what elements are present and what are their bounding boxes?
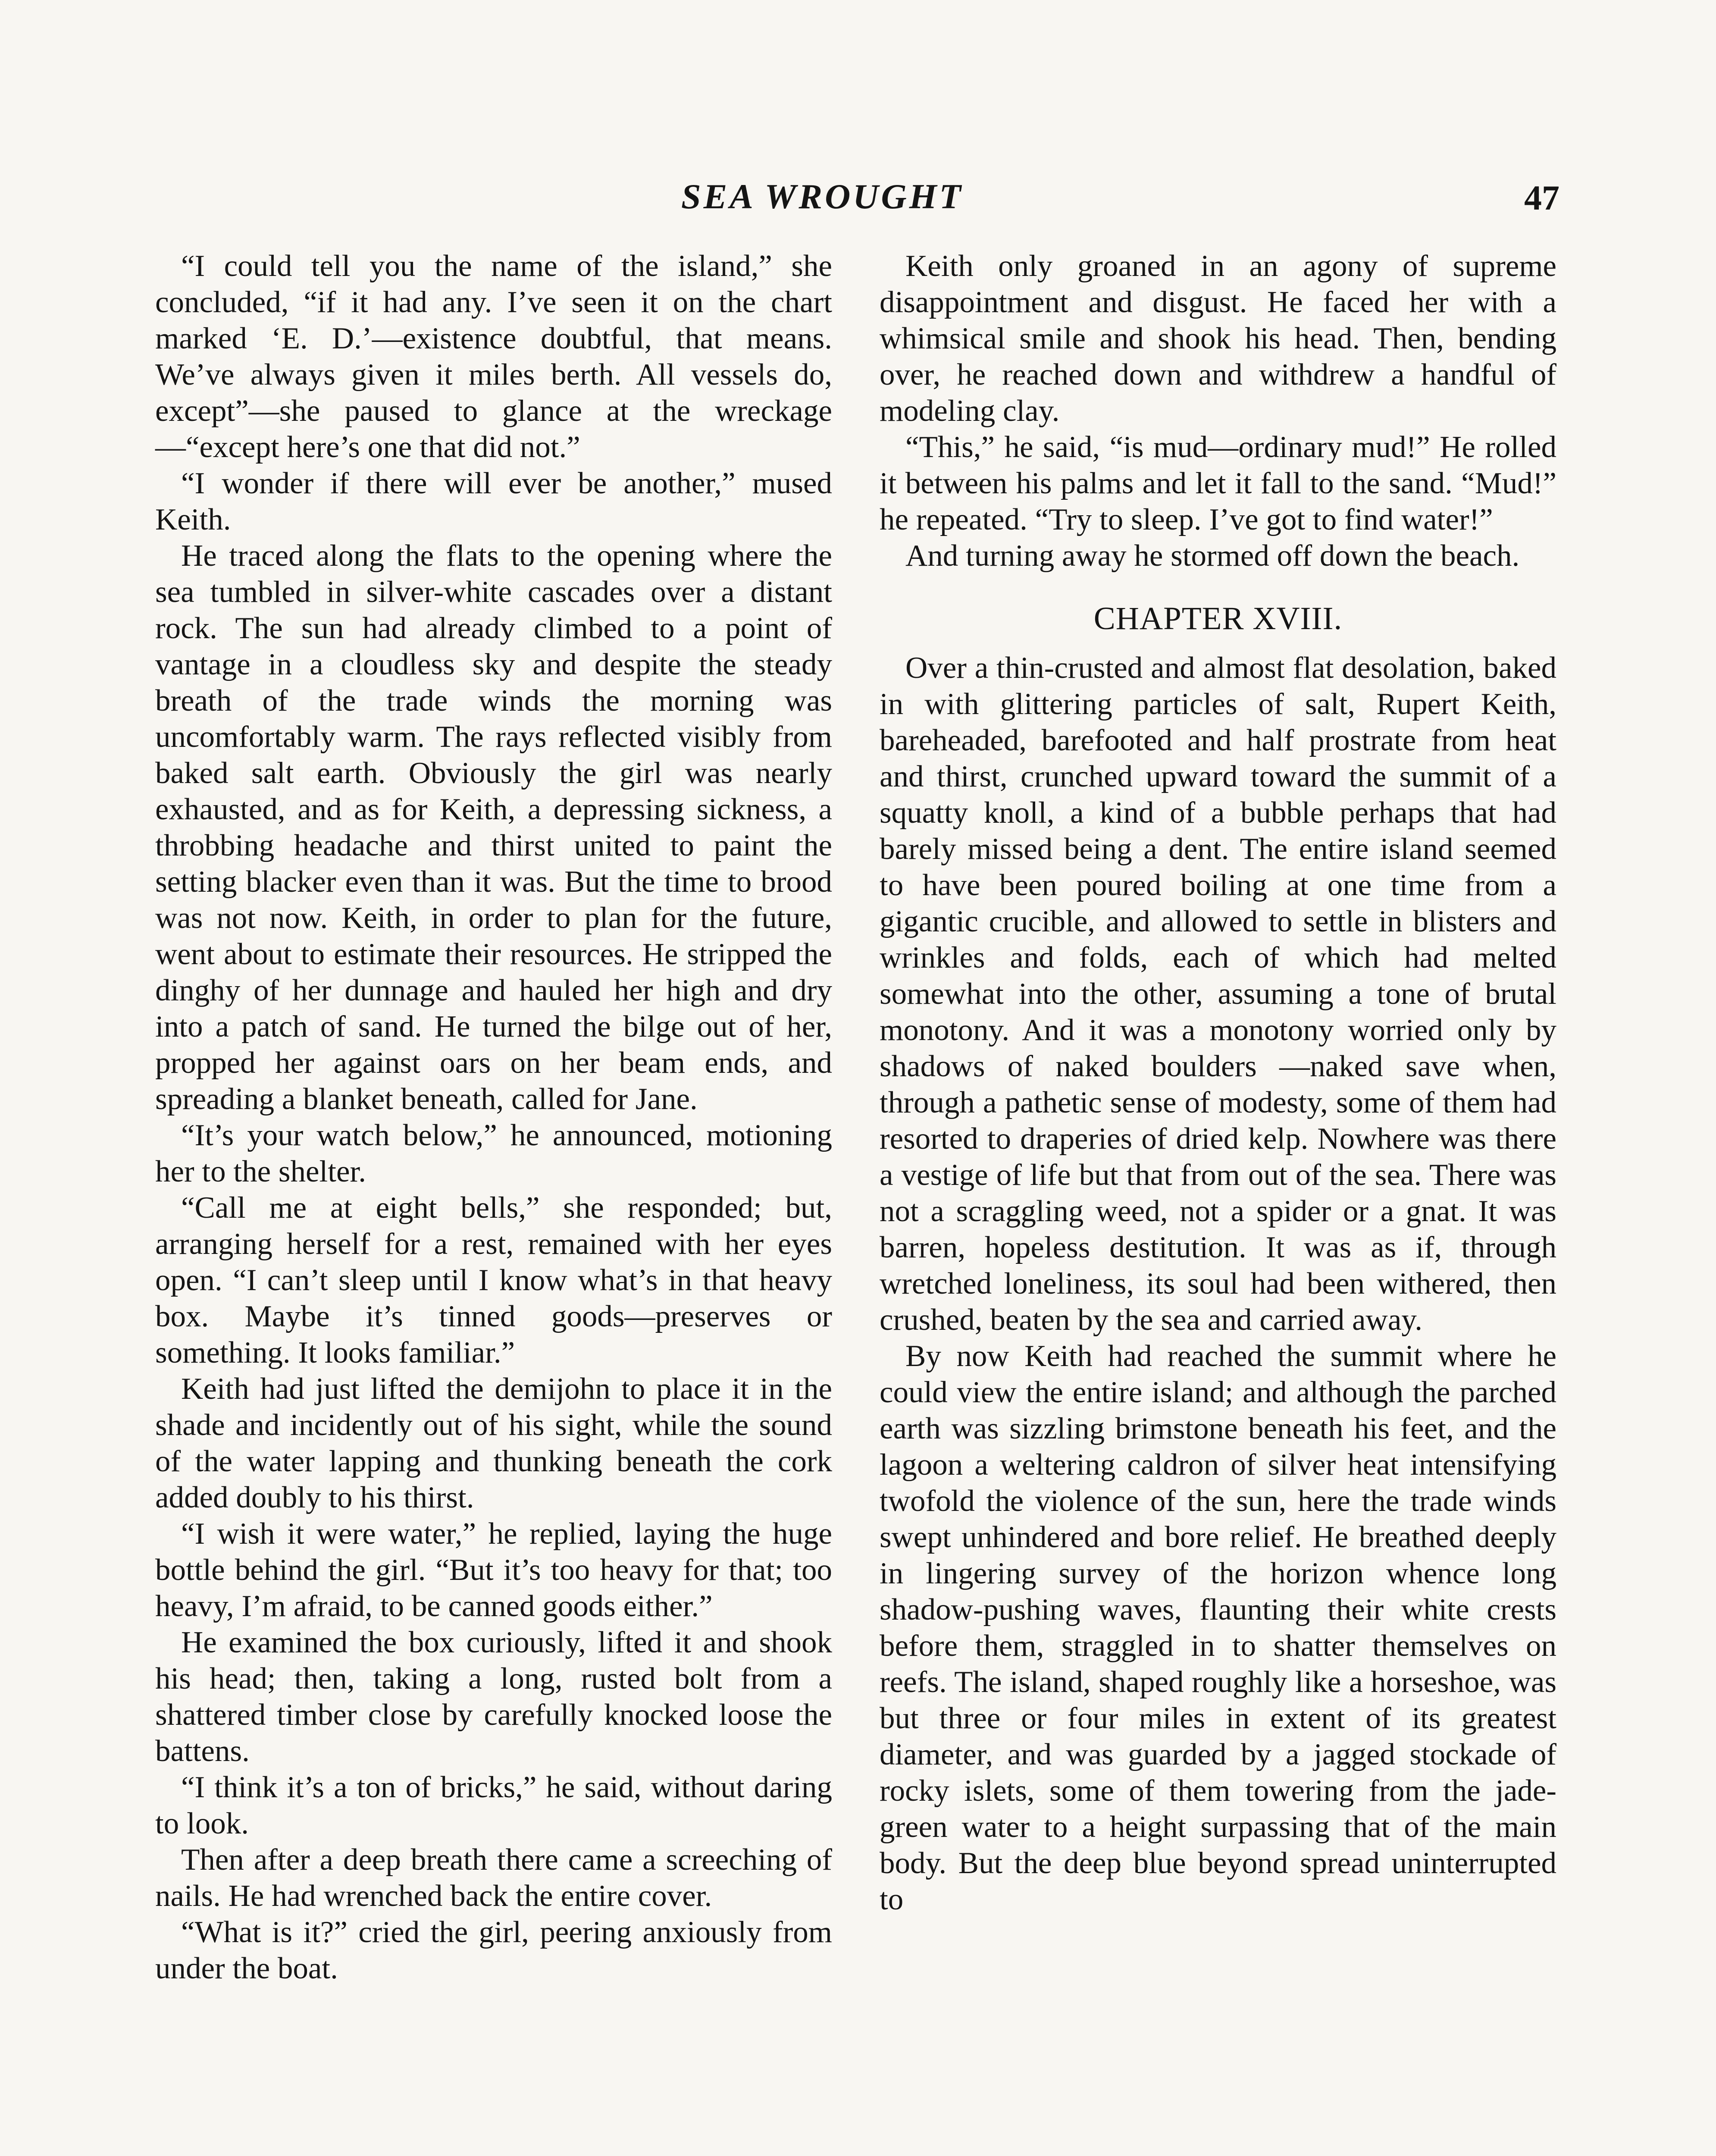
paragraph: Over a thin-crusted and almost flat desolation, baked in with glittering particles of salt, Rupert Keith, bareheaded, barefooted and half prostrate from heat and thirst, crunched upward toward the summit of a squatty knoll, a kind of a bubble perhaps that had barely missed being a dent. The entire island seemed to have been poured boiling at one time from a gigantic crucible, and allowed to settle in blisters and wrinkles and folds, each of which had melted somewhat into the other, assuming a tone of brutal monotony. And it was a monotony worried only by shadows of naked boulders —naked save when, through a pathetic sense of modesty, some of them had resorted to draperies of dried kelp. Nowhere was there a vestige of life but that from out of the sea. There was not a scraggling weed, not a spider or a gnat. It was barren, hopeless destitution. It was as if, through wretched loneliness, its soul had been withered, then crushed, beaten by the sea and carried away. bbox=[880, 651, 1556, 1337]
paragraph: “I could tell you the name of the island,” she concluded, “if it had any. I’ve seen it on the chart marked ‘E. D.’—existence doubtful, that means. We’ve always given it miles berth. All vessels do, except”—she paused to glance at the wreckage—“except here’s one that did not.” bbox=[155, 249, 832, 464]
paragraph: “What is it?” cried the girl, peering anxiously from under the boat. bbox=[155, 1915, 832, 1985]
page-number: 47 bbox=[1524, 178, 1559, 217]
paragraph: He traced along the flats to the opening where the sea tumbled in silver-white cascades over a distant rock. The sun had already climbed to a point of vantage in a cloudless sky and despite the steady breath of the trade winds the morning was uncomfortably warm. The rays reflected visibly from baked salt earth. Obviously the girl was nearly exhausted, and as for Keith, a depressing sickness, a throbbing headache and thirst united to paint the setting blacker even than it was. But the time to brood was not now. Keith, in order to plan for the future, went about to estimate their resources. He stripped the dinghy of her dunnage and hauled her high and dry into a patch of sand. He turned the bilge out of her, propped her against oars on her beam ends, and spreading a blanket beneath, called for Jane. bbox=[155, 539, 832, 1116]
paragraph: By now Keith had reached the summit where he could view the entire island; and although the parched earth was sizzling brimstone beneath his feet, and the lagoon a weltering caldron of silver heat intensifying twofold the violence of the sun, here the trade winds swept unhindered and bore relief. He breathed deeply in lingering survey of the horizon whence long shadow-pushing waves, flaunting their white crests before them, straggled in to shatter themselves on reefs. The island, shaped roughly like a horseshoe, was but three or four miles in extent of its greatest diameter, and was guarded by a jagged stockade of rocky islets, some of them towering from the jade-green water to a height surpassing that of the main body. But the deep blue beyond spread uninterrupted to bbox=[880, 1339, 1556, 1916]
paragraph: And turning away he stormed off down the beach. bbox=[905, 539, 1520, 573]
chapter-heading: CHAPTER XVIII. bbox=[1093, 601, 1343, 636]
paragraph: He examined the box curiously, lifted it and shook his head; then, taking a long, rusted bolt from a shattered timber close by carefully knocked loose the battens. bbox=[155, 1626, 832, 1768]
paragraph: “This,” he said, “is mud—ordinary mud!” He rolled it between his palms and let it fall to the sand. “Mud!” he repeated. “Try to sleep. I’ve got to find water!” bbox=[880, 430, 1556, 536]
paragraph: “I wonder if there will ever be another,” mused Keith. bbox=[155, 467, 832, 536]
paragraph: Then after a deep breath there came a screeching of nails. He had wrenched back the entire cover. bbox=[155, 1843, 832, 1913]
left-column bbox=[155, 248, 832, 1987]
paragraph: “I think it’s a ton of bricks,” he said, without daring to look. bbox=[155, 1771, 832, 1840]
paragraph: Keith only groaned in an agony of supreme disappointment and disgust. He faced her with a whimsical smile and shook his head. Then, bending over, he reached down and withdrew a handful of modeling clay. bbox=[880, 249, 1556, 428]
paragraph: “I wish it were water,” he replied, laying the huge bottle behind the girl. “But it’s too heavy for that; too heavy, I’m afraid, to be canned goods either.” bbox=[155, 1517, 832, 1623]
paragraph: “Call me at eight bells,” she responded; but, arranging herself for a rest, remained with her eyes open. “I can’t sleep until I know what’s in that heavy box. Maybe it’s tinned goods—preserves or something. It looks familiar.” bbox=[155, 1191, 832, 1369]
running-head: SEA WROUGHT bbox=[681, 177, 964, 216]
right-column bbox=[880, 248, 1556, 1918]
paragraph: “It’s your watch below,” he announced, motioning her to the shelter. bbox=[155, 1119, 832, 1188]
paragraph: Keith had just lifted the demijohn to place it in the shade and incidently out of his sight, while the sound of the water lapping and thunking beneath the cork added doubly to his thirst. bbox=[155, 1372, 832, 1514]
